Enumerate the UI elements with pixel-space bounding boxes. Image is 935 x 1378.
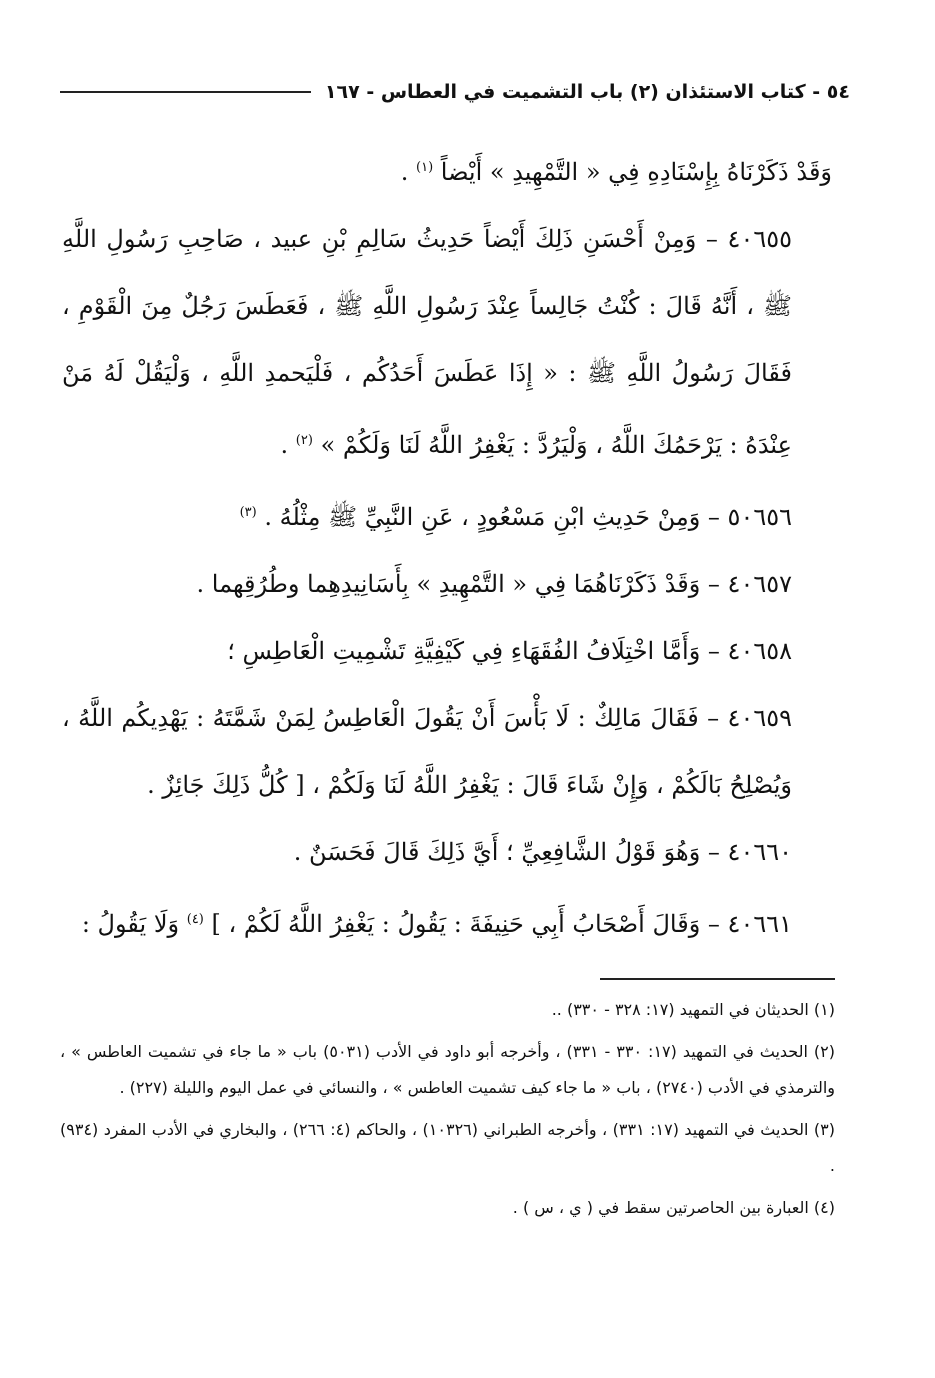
footnote-ref: (١) <box>416 160 434 175</box>
paragraph: ٤٠٦٥٨ – وَأَمَّا اخْتِلَافُ الفُقَهَاءِ فِي كَيْفِيَّةِ تَشْمِيتِ الْعَاطِسِ ؛ <box>227 637 792 665</box>
footnote-ref: (٢) <box>295 433 313 448</box>
paragraph: ٤٠٦٦١ – وَقَالَ أَصْحَابُ أَبِي حَنِيفَةَ : يَقُولُ : يَغْفِرُ اللَّهُ لَكُمْ ، ] $^{(٤)}$ وَلَا يَقُولُ : <box>81 910 792 938</box>
footnote-ref: (٤) <box>186 912 204 927</box>
footnote: (٣) الحديث في التمهيد (١٧: ٣٣١) ، وأخرجه الطبراني (١٠٣٢٦) ، والحاكم (٤: ٢٦٦) ، والبخاري في الأدب المفرد (٩٣٤) . <box>60 1120 836 1175</box>
paragraph: وَقَدْ ذَكَرْنَاهُ بِإِسْنَادِهِ فِي « التَّمْهِيدِ » أَيْضاً $^{(١)}$ . <box>400 158 832 186</box>
footnote: (٢) الحديث في التمهيد (١٧: ٣٣٠ - ٣٣١) ، وأخرجه أبو داود في الأدب (٥٠٣١) باب « ما جاء في تشميت العاطس » ، والترمذي في الأدب (٢٧٤٠) ، باب « ما جاء كيف تشميت العاطس » ، والنسائي في عمل اليوم والليلة (٢٢٧) . <box>60 1042 836 1097</box>
footnote: (١) الحديثان في التمهيد (١٧: ٣٢٨ - ٣٣٠) .. <box>551 1000 835 1019</box>
header-title: ٥٤ - كتاب الاستئذان (٢) باب التشميت في العطاس - ١٦٧ <box>324 81 850 103</box>
footnote: (٤) العبارة بين الحاصرتين سقط في ( ي ، س ) . <box>512 1198 835 1217</box>
paragraph: ٤٠٦٦٠ – وَهُوَ قَوْلُ الشَّافِعِيِّ ؛ أَيَّ ذَلِكَ قَالَ فَحَسَنٌ . <box>293 838 792 866</box>
footnotes <box>60 992 835 1232</box>
paragraph: ٥٠٦٥٦ – وَمِنْ حَدِيثِ ابْنِ مَسْعُودٍ ، عَنِ النَّبِيِّ ﷺ مِثْلُهُ . $^{(٣)}$ <box>239 503 792 531</box>
header-rule <box>60 91 311 93</box>
paragraph: ٤٠٦٥٥ – وَمِنْ أَحْسَنِ ذَلِكَ أَيْضاً حَدِيثُ سَالِمِ بْنِ عبيد ، صَاحِبِ رَسُولِ اللَّهِ ﷺ ، أَنَّهُ قَالَ : كُنْتُ جَالِساً عِنْدَ رَسُولِ اللَّهِ ﷺ ، فَعَطَسَ رَجُلٌ مِنَ الْقَوْمِ ، فَقَالَ رَسُولُ اللَّهِ ﷺ : « إِذَا عَطَسَ أَحَدُكُم ، فَلْيَحمدِ اللَّهِ ، وَلْيَقُلْ لَهُ مَنْ عِنْدَهُ : يَرْحَمُكَ اللَّهُ ، وَلْيَرُدَّ : يَغْفِرُ اللَّهُ لَنَا وَلَكُمْ » $^{(٢)}$ . <box>62 225 792 459</box>
paragraph: ٤٠٦٥٩ – فَقَالَ مَالِكٌ : لَا بَأْسَ أَنْ يَقُولَ الْعَاطِسُ لِمَنْ شَمَّتَهُ : يَهْدِيكُم اللَّهُ ، وَيُصْلِحُ بَالَكُمْ ، وَإِنْ شَاءَ قَالَ : يَغْفِرُ اللَّهُ لَنَا وَلَكُمْ ، [ كُلُّ ذَلِكَ جَائِزٌ . <box>62 704 792 799</box>
main-text <box>62 134 832 958</box>
footnote-ref: (٣) <box>239 505 257 520</box>
running-header <box>60 72 850 112</box>
paragraph: ٤٠٦٥٧ – وَقَدْ ذَكَرْنَاهُمَا فِي « التَّمْهِيدِ » بِأَسَانِيدِهِما وطُرُقِهما . <box>196 570 792 598</box>
footnote-separator <box>600 978 835 980</box>
